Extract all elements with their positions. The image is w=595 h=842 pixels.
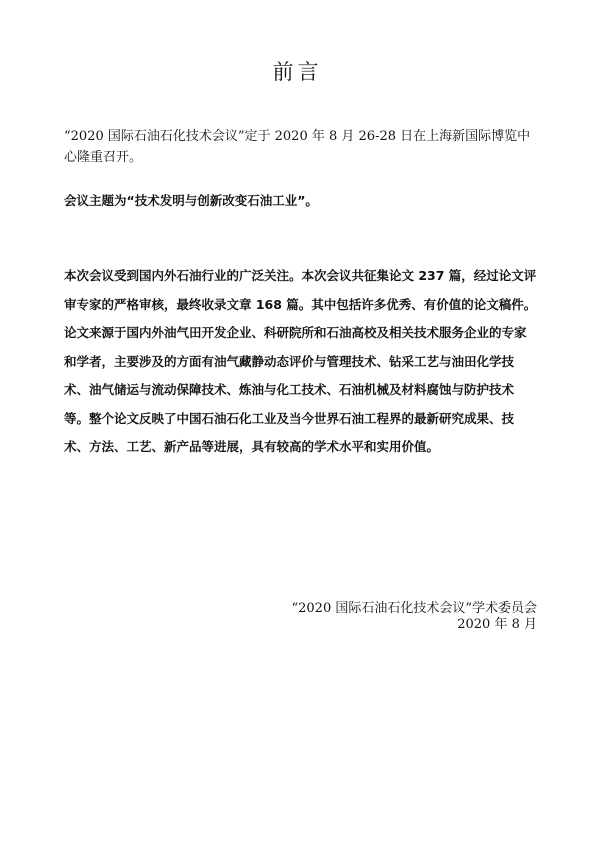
page-title: 前言	[272, 60, 323, 84]
signature-organization: “2020 国际石油石化技术会议”学术委员会	[291, 601, 537, 616]
paragraph-summary: 本次会议受到国内外石油行业的广泛关注。本次会议共征集论文 237 篇，经过论文评审专家的严格审核，最终收录文章 168 篇。其中包括许多优秀、有价值的论文稿件。论文来源于国内外油气田开发企业、科研院所和石油高校及相关技术服务企业的专家和学者，主要涉及的方面有油气藏静动态评价与管理技术、钻采工艺与油田化学技术、油气储运与流动保障技术、炼油与化工技术、石油机械及材料腐蚀与防护技术等。整个论文反映了中国石油石化工业及当今世界石油工程界的最新研究成果、技术、方法、工艺、新产品等进展，具有较高的学术水平和实用价值。	[64, 268, 537, 454]
signature-date: 2020 年 8 月	[457, 617, 537, 632]
paragraph-intro: “2020 国际石油石化技术会议”定于 2020 年 8 月 26-28 日在上海新国际博览中心隆重召开。	[64, 129, 531, 165]
paragraph-theme: 会议主题为“技术发明与创新改变石油工业”。	[64, 193, 318, 208]
